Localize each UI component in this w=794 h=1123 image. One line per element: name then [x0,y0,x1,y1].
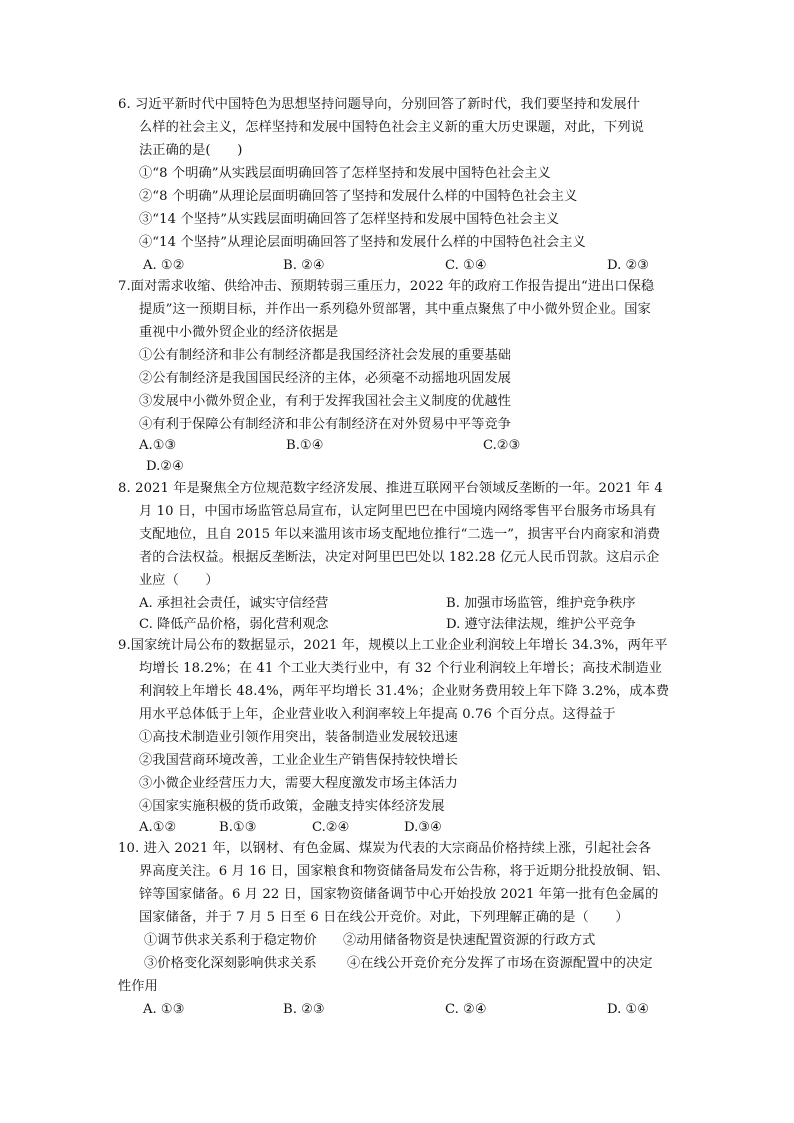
question-7-option-c[interactable]: C.②③ [483,438,521,453]
question-7-stem-line-2: 提质”这一预期目标，并作出一系列稳外贸部署，其中重点聚焦了中小微外贸企业。国家 [139,302,651,317]
question-6-statement-4: ④“14 个坚持”从理论层面明确回答了坚持和发展什么样的中国特色社会主义 [139,235,586,250]
question-9-statement-4: ④国家实施积极的货币政策，金融支持实体经济发展 [139,799,445,814]
question-8-stem-line-5: 业应（ ） [139,573,219,588]
question-10-statement-2: ②动用储备物资是快速配置资源的行政方式 [343,933,596,948]
question-6-option-b[interactable]: B. ②④ [283,258,325,273]
question-7-option-a[interactable]: A.①③ [139,438,177,453]
question-10-statement-4-continued: 性作用 [118,979,158,994]
question-9-statement-3: ③小微企业经营压力大，需要大程度激发市场主体活力 [139,776,458,791]
question-9-option-d[interactable]: D.③④ [404,820,442,835]
question-6-statement-2: ②“8 个明确”从理论层面明确回答了坚持和发展什么样的中国特色社会主义 [139,189,578,204]
question-8-option-d[interactable]: D. 遵守法律法规，维护公平竞争 [446,617,636,632]
question-6-option-a[interactable]: A. ①② [143,258,185,273]
question-6-option-d[interactable]: D. ②③ [607,258,650,273]
question-10-statement-1: ①调节供求关系利于稳定物价 [144,933,317,948]
question-9-statement-2: ②我国营商环境改善，工业企业生产销售保持较快增长 [139,753,458,768]
question-7-statement-1: ①公有制经济和非公有制经济都是我国经济社会发展的重要基础 [139,348,512,363]
question-7-statement-4: ④有利于保障公有制经济和非公有制经济在对外贸易中平等竞争 [139,417,512,432]
question-10-stem-line-2: 界高度关注。6 月 16 日，国家粮食和物资储备局发布公告称，将于近期分批投放铜、铝、 [139,864,669,879]
question-8-option-c[interactable]: C. 降低产品价格，弱化营利观念 [139,617,329,632]
question-7-statement-3: ③发展中小微外贸企业，有利于发挥我国社会主义制度的优越性 [139,394,512,409]
question-9-option-b[interactable]: B.①③ [219,820,257,835]
question-6-stem-line-2: 么样的社会主义，怎样坚持和发展中国特色社会主义新的重大历史课题，对此，下列说 [139,120,644,135]
question-9-stem-line-3: 利润较上年增长 48.4%，两年平均增长 31.4%；企业财务费用较上年下降 3.2%，成本费 [139,684,670,699]
question-10-statement-4: ④在线公开竞价充分发挥了市场在资源配置中的决定 [347,956,653,971]
question-9-stem-line-4: 用水平总体低于上年，企业营业收入利润率较上年提高 0.76 个百分点。这得益于 [139,707,616,722]
question-6-stem-line-3: 法正确的是( ) [139,143,243,158]
question-10-option-c[interactable]: C. ②④ [445,1002,487,1017]
question-10-stem-line-1: 10. 进入 2021 年，以钢材、有色金属、煤炭为代表的大宗商品价格持续上涨，引起社会各 [118,841,652,856]
question-10-option-d[interactable]: D. ①④ [607,1002,650,1017]
question-9-statement-1: ①高技术制造业引领作用突出，装备制造业发展较迅速 [139,730,458,745]
question-9-stem-line-1: 9.国家统计局公布的数据显示，2021 年，规模以上工业企业利润较上年增长 34.3%，两年平 [118,638,668,653]
question-8-stem-line-2: 月 10 日，中国市场监管总局宣布，认定阿里巴巴在中国境内网络零售平台服务市场具有 [139,504,657,519]
question-6-statement-3: ③“14 个坚持”从实践层面明确回答了怎样坚持和发展中国特色社会主义 [139,212,560,227]
question-7-stem-line-3: 重视中小微外贸企业的经济依据是 [139,325,339,340]
question-9-option-a[interactable]: A.①② [139,820,177,835]
question-8-stem-line-3: 支配地位，且自 2015 年以来滥用该市场支配地位推行“二选一”，损害平台内商家和消费 [139,527,661,542]
question-10-option-b[interactable]: B. ②③ [283,1002,325,1017]
question-6-option-c[interactable]: C. ①④ [445,258,487,273]
question-9-stem-line-2: 均增长 18.2%；在 41 个工业大类行业中，有 32 个行业利润较上年增长；高技术制造业 [139,661,663,676]
question-8-option-a[interactable]: A. 承担社会责任，诚实守信经营 [139,596,329,611]
question-6-stem-line-1: 6. 习近平新时代中国特色为思想坚持问题导向，分别回答了新时代，我们要坚持和发展什 [118,97,640,112]
question-7-option-d[interactable]: D.②④ [146,459,184,474]
question-7-stem-line-1: 7.面对需求收缩、供给冲击、预期转弱三重压力，2022 年的政府工作报告提出“进出口保稳 [118,279,655,294]
question-7-option-b[interactable]: B.①④ [286,438,324,453]
question-8-option-b[interactable]: B. 加强市场监管，维护竞争秩序 [446,596,636,611]
question-8-stem-line-1: 8. 2021 年是聚焦全方位规范数字经济发展、推进互联网平台领域反垄断的一年。2021 年 4 [118,481,663,496]
question-6-statement-1: ①“8 个明确”从实践层面明确回答了怎样坚持和发展中国特色社会主义 [139,166,551,181]
question-10-stem-line-3: 锌等国家储备。6 月 22 日，国家物资储备调节中心开始投放 2021 年第一批有色金属的 [139,887,659,902]
question-10-statement-3: ③价格变化深刻影响供求关系 [144,956,317,971]
question-9-option-c[interactable]: C.②④ [312,820,350,835]
question-10-stem-line-4: 国家储备，并于 7 月 5 日至 6 日在线公开竞价。对此，下列理解正确的是（ ） [139,910,629,925]
question-10-option-a[interactable]: A. ①③ [143,1002,185,1017]
question-7-statement-2: ②公有制经济是我国国民经济的主体，必须毫不动摇地巩固发展 [139,371,512,386]
question-8-stem-line-4: 者的合法权益。根据反垄断法，决定对阿里巴巴处以 182.28 亿元人民币罚款。这启示企 [139,550,660,565]
